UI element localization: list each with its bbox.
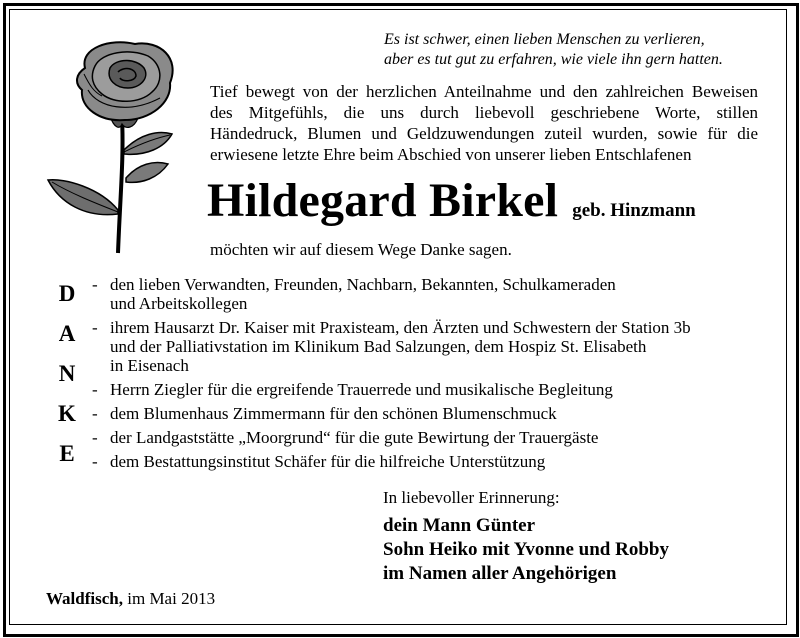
list-item bbox=[92, 404, 782, 423]
danke-letter: N bbox=[58, 361, 76, 386]
list-dash: - bbox=[92, 452, 98, 471]
birth-name: geb. Hinzmann bbox=[572, 200, 696, 221]
danke-letter: E bbox=[59, 441, 75, 466]
danke-letter: D bbox=[58, 281, 76, 306]
signature-line: dein Mann Günter bbox=[383, 515, 536, 536]
list-dash: - bbox=[92, 428, 98, 447]
list-item bbox=[92, 275, 782, 313]
list-dash: - bbox=[92, 404, 98, 423]
quote-block bbox=[384, 30, 764, 70]
signature-line: Sohn Heiko mit Yvonne und Robby bbox=[383, 539, 669, 560]
rose-icon bbox=[40, 38, 190, 258]
list-item bbox=[92, 318, 782, 375]
intro-line: Händedruck, Blumen und Geldzuwendungen zuteil wurden, sowie für die bbox=[210, 124, 758, 143]
intro-line: erwiesene letzte Ehre beim Abschied von unserer lieben Entschlafenen bbox=[210, 145, 692, 164]
signature-line: im Namen aller Angehörigen bbox=[383, 563, 617, 584]
quote-line: aber es tut gut zu erfahren, wie viele ihn gern hatten. bbox=[384, 51, 723, 68]
list-item-text: dem Blumenhaus Zimmermann für den schönen Blumenschmuck bbox=[110, 404, 557, 423]
danke-letter: A bbox=[58, 321, 76, 346]
closing-greeting: In liebevoller Erinnerung: bbox=[383, 488, 560, 507]
list-item-text: dem Bestattungsinstitut Schäfer für die hilfreiche Unterstützung bbox=[110, 452, 546, 471]
quote-line: Es ist schwer, einen lieben Menschen zu verlieren, bbox=[384, 31, 705, 48]
closing-block bbox=[383, 488, 763, 586]
intro-line: des Mitgefühls, die uns durch liebevoll geschriebene Worte, stillen bbox=[210, 103, 758, 122]
thanks-line: möchten wir auf diesem Wege Danke sagen. bbox=[210, 240, 512, 259]
place-town: Waldfisch, bbox=[46, 589, 123, 608]
list-dash: - bbox=[92, 380, 98, 399]
place-date-text: im Mai 2013 bbox=[127, 589, 216, 608]
intro-paragraph bbox=[210, 81, 758, 165]
intro-line: Tief bewegt von der herzlichen Anteilnahme und den zahlreichen Beweisen bbox=[210, 82, 758, 101]
list-item bbox=[92, 428, 782, 447]
danke-letter: K bbox=[58, 401, 76, 426]
place-date bbox=[46, 589, 215, 609]
thanks-list bbox=[92, 275, 782, 476]
list-item bbox=[92, 380, 782, 399]
danke-vertical-word bbox=[55, 280, 79, 480]
list-item-text: der Landgaststätte „Moorgrund“ für die gute Bewirtung der Trauergäste bbox=[110, 428, 599, 447]
list-dash: - bbox=[92, 275, 98, 294]
list-item bbox=[92, 452, 782, 471]
list-dash: - bbox=[92, 318, 98, 337]
list-item-text: ihrem Hausarzt Dr. Kaiser mit Praxisteam, den Ärzten und Schwestern der Station 3b und der Palliativstation im Klinikum Bad Salzungen, dem Hospiz St. Elisabeth in Eisenach bbox=[110, 318, 691, 375]
list-item-text: den lieben Verwandten, Freunden, Nachbarn, Bekannten, Schulkameraden und Arbeitskollegen bbox=[110, 275, 616, 313]
deceased-name: Hildegard Birkel bbox=[207, 174, 559, 227]
deceased-heading bbox=[207, 172, 787, 230]
list-item-text: Herrn Ziegler für die ergreifende Trauerrede und musikalische Begleitung bbox=[110, 380, 613, 399]
